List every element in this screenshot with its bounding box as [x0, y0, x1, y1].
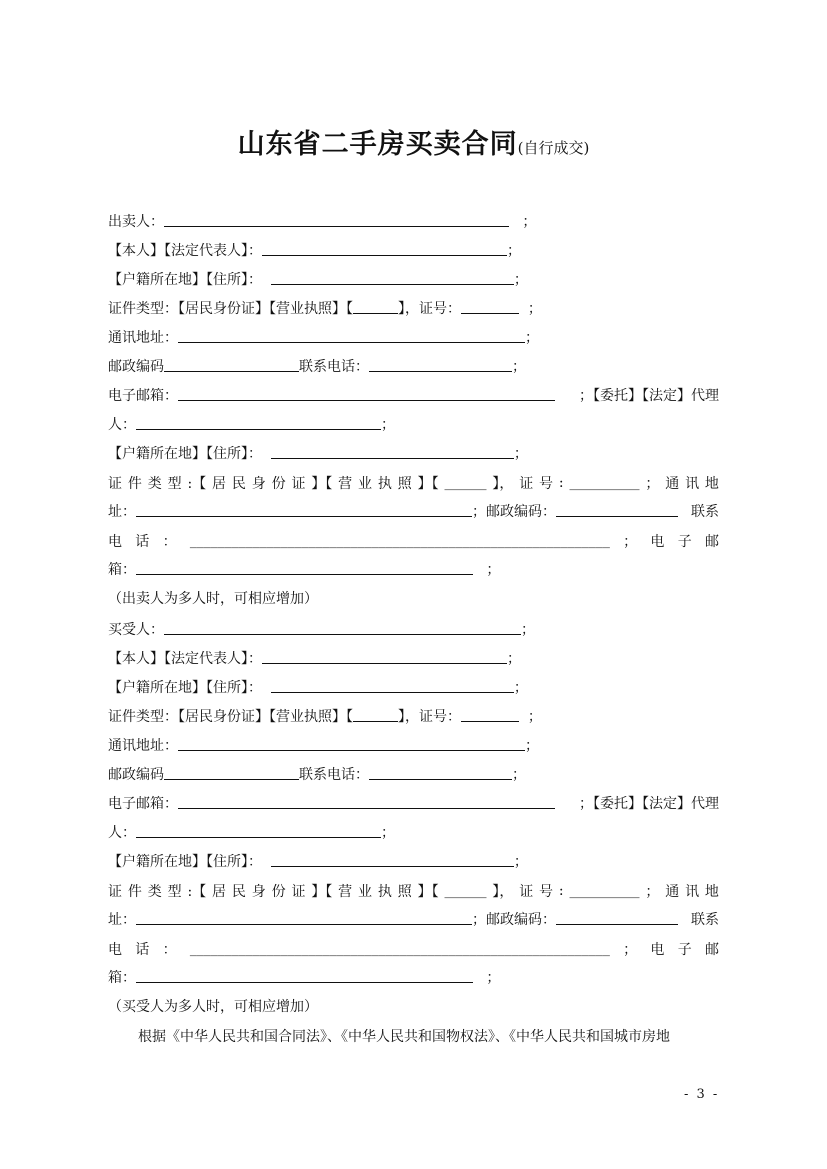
buyer-id-no-field[interactable] [461, 707, 519, 722]
seller-email-field[interactable] [178, 386, 555, 401]
seller-phone-field[interactable] [369, 357, 512, 372]
semicolon: ； [513, 446, 528, 462]
seller-address-field[interactable] [271, 270, 514, 285]
semicolon: ； [522, 214, 537, 230]
id-text: 型 [167, 476, 182, 492]
phone-text: 电 [650, 942, 665, 958]
seller-postcode-row [108, 356, 526, 378]
semicolon: ； [525, 330, 539, 346]
semicolon: ； [513, 854, 528, 870]
mail-addr-label: 通讯地址： [108, 330, 178, 346]
id-text: 通 [665, 884, 680, 900]
id-text: 照 [397, 884, 412, 900]
phone-text: 电 [108, 942, 122, 958]
semicolon: ； [381, 825, 395, 841]
email-label: 电子邮箱： [108, 388, 178, 404]
id-text: 类 [147, 884, 162, 900]
semicolon: ； [525, 738, 539, 754]
id-text: 身 [251, 476, 266, 492]
seller-multi-note: （出卖人为多人时，可相应增加） [108, 591, 318, 607]
seller-label: 出卖人： [108, 214, 164, 230]
buyer-address-field[interactable] [271, 678, 514, 693]
id-text: 】【 [417, 476, 439, 492]
phone-text: 电 [108, 534, 122, 550]
id-text: 】【 [311, 476, 333, 492]
agent-id-type-field[interactable]: ______ [444, 883, 487, 899]
semicolon: ； [527, 301, 542, 317]
buyer-email-field[interactable] [178, 794, 555, 809]
buyer-multi-note: （买受人为多人时，可相应增加） [108, 999, 318, 1015]
agent-id-type-field[interactable]: ______ [444, 475, 487, 491]
id-text: 居 [212, 884, 227, 900]
buyer-agent-postcode-field[interactable] [556, 910, 678, 925]
phone-text: ： [162, 942, 177, 958]
buyer-postcode-field[interactable] [164, 765, 299, 780]
buyer-phone-field[interactable] [369, 765, 512, 780]
id-text: 件 [127, 884, 142, 900]
phone-text: 子 [677, 534, 692, 550]
id-text: 号 [539, 884, 554, 900]
semicolon: ； [507, 243, 521, 259]
self-or-legal-label: 【本人】【法定代表人】： [108, 651, 262, 667]
id-text: 证 [291, 476, 306, 492]
agent-phone-field[interactable]: ____________________________________________________________ [189, 533, 610, 549]
phone-label: 联系电话： [299, 767, 369, 783]
buyer-agent-email-field[interactable] [136, 968, 473, 983]
id-text: 业 [358, 476, 373, 492]
id-text: 居 [212, 476, 227, 492]
buyer-agent-mail-row [108, 909, 719, 931]
semicolon: ； [507, 651, 521, 667]
title-main: 山东省二手房买卖合同 [237, 129, 518, 160]
id-no-label: 】，证号： [398, 709, 461, 725]
seller-id-row [108, 298, 542, 320]
seller-agent-mail-field[interactable] [136, 502, 472, 517]
buyer-id-type-field[interactable] [353, 707, 398, 722]
id-text: 证 [108, 476, 122, 492]
household-addr-label: 【户籍所在地】【住所】： [108, 854, 262, 870]
id-text: 营 [338, 884, 353, 900]
agent-id-no-field[interactable]: __________ [569, 883, 640, 899]
seller-postcode-field[interactable] [164, 357, 299, 372]
buyer-field[interactable] [164, 620, 521, 635]
semicolon: ； [527, 709, 542, 725]
id-text: 号 [539, 476, 554, 492]
id-text: 证 [291, 884, 306, 900]
phone-text: ； [623, 942, 638, 958]
buyer-address-row [108, 677, 528, 699]
agent-phone-field[interactable]: ____________________________________________________________ [189, 941, 610, 957]
buyer-email-row [108, 793, 719, 815]
agent-label: ；【委托】【法定】代理 [579, 388, 719, 404]
buyer-agent-phone-row [108, 938, 719, 960]
semicolon: ； [486, 562, 501, 578]
phone-text: 邮 [704, 534, 719, 550]
phone-text: 电 [650, 534, 665, 550]
id-text: 照 [397, 476, 412, 492]
seller-agent-postcode-field[interactable] [556, 502, 678, 517]
phone-text: ； [623, 534, 638, 550]
agent-person-label: 人： [108, 417, 136, 433]
mail-addr-label: 通讯地址： [108, 738, 178, 754]
id-text: 证 [519, 476, 534, 492]
semicolon: ； [513, 680, 528, 696]
id-text: 】【 [417, 884, 439, 900]
id-text: :【 [187, 884, 207, 900]
id-text: 】【 [311, 884, 333, 900]
id-text: 型 [167, 884, 182, 900]
seller-mail-field[interactable] [178, 328, 525, 343]
seller-agent-field[interactable] [136, 415, 381, 430]
agent-id-no-field[interactable]: __________ [569, 475, 640, 491]
semicolon: ； [512, 767, 526, 783]
phone-text: 话 [135, 534, 150, 550]
id-text: 类 [147, 476, 162, 492]
buyer-agent-address-row [108, 851, 528, 873]
seller-agent-mail-row [108, 501, 719, 523]
id-text: 身 [251, 884, 266, 900]
household-addr-label: 【户籍所在地】【住所】： [108, 272, 262, 288]
id-text: 】， [492, 884, 514, 900]
self-or-legal-label: 【本人】【法定代表人】： [108, 243, 262, 259]
id-text: 讯 [685, 476, 700, 492]
id-text: 份 [271, 476, 286, 492]
buyer-mail-row [108, 735, 539, 757]
id-text: 地 [704, 884, 719, 900]
id-text: 执 [377, 476, 392, 492]
semicolon: ； [513, 272, 528, 288]
contract-title [0, 122, 827, 161]
seller-row [108, 211, 536, 233]
semicolon: ； [521, 622, 535, 638]
buyer-agent-field[interactable] [136, 823, 381, 838]
seller-rep-field[interactable] [262, 241, 507, 256]
title-subtitle: (自行成交) [517, 139, 590, 157]
postcode-label: ；邮政编码： [472, 912, 556, 928]
id-text: : [558, 475, 564, 491]
buyer-rep-row [108, 648, 521, 670]
postcode-label: ；邮政编码： [472, 504, 556, 520]
household-addr-label: 【户籍所在地】【住所】： [108, 446, 262, 462]
semicolon: ； [486, 970, 501, 986]
seller-mail-row [108, 327, 539, 349]
mailbox-label: 箱： [108, 970, 136, 986]
id-text: ； [645, 476, 660, 492]
postcode-label: 邮政编码 [108, 767, 164, 783]
seller-agent-email-row [108, 559, 500, 581]
id-text: 地 [704, 476, 719, 492]
phone-label: 联系电话： [299, 359, 369, 375]
buyer-id-row [108, 706, 542, 728]
seller-agent-row [108, 414, 395, 436]
id-text: 业 [358, 884, 373, 900]
phone-text: 子 [677, 942, 692, 958]
id-text: 讯 [685, 884, 700, 900]
addr-label: 址： [108, 504, 136, 520]
contact-label: 联系 [691, 504, 719, 520]
semicolon: ； [512, 359, 526, 375]
buyer-agent-mail-field[interactable] [136, 910, 472, 925]
id-text: 通 [665, 476, 680, 492]
phone-text: 话 [135, 942, 150, 958]
id-text: 证 [519, 884, 534, 900]
buyer-mail-field[interactable] [178, 736, 525, 751]
id-text: ； [645, 884, 660, 900]
buyer-agent-id-row [108, 880, 719, 902]
seller-id-type-field[interactable] [353, 299, 398, 314]
seller-agent-address-row [108, 443, 528, 465]
buyer-agent-address-field[interactable] [271, 852, 514, 867]
seller-id-no-field[interactable] [461, 299, 519, 314]
id-type-label: 证件类型：【居民身份证】【营业执照】【 [108, 301, 353, 317]
id-text: 份 [271, 884, 286, 900]
page-number: - 3 - [684, 1087, 720, 1102]
id-text: : [558, 883, 564, 899]
id-text: 民 [231, 476, 246, 492]
id-text: 执 [377, 884, 392, 900]
legal-basis-text: 根据《中华人民共和国合同法》、《中华人民共和国物权法》、《中华人民共和国城市房地 [138, 1029, 670, 1045]
id-text: 民 [231, 884, 246, 900]
seller-agent-email-field[interactable] [136, 560, 473, 575]
phone-text: ： [162, 534, 177, 550]
seller-address-row [108, 269, 528, 291]
seller-email-row [108, 385, 719, 407]
seller-agent-phone-row [108, 530, 719, 552]
id-text: 营 [338, 476, 353, 492]
buyer-label: 买受人： [108, 622, 164, 638]
semicolon: ； [381, 417, 395, 433]
buyer-agent-row [108, 822, 395, 844]
buyer-rep-field[interactable] [262, 649, 507, 664]
buyer-row [108, 619, 535, 641]
agent-person-label: 人： [108, 825, 136, 841]
seller-agent-id-row [108, 472, 719, 494]
id-text: 证 [108, 884, 122, 900]
contact-label: 联系 [691, 912, 719, 928]
agent-label: ；【委托】【法定】代理 [579, 796, 719, 812]
id-text: :【 [187, 476, 207, 492]
id-text: 件 [127, 476, 142, 492]
seller-field[interactable] [164, 212, 509, 227]
email-label: 电子邮箱： [108, 796, 178, 812]
id-type-label: 证件类型：【居民身份证】【营业执照】【 [108, 709, 353, 725]
buyer-postcode-row [108, 764, 526, 786]
mailbox-label: 箱： [108, 562, 136, 578]
seller-agent-address-field[interactable] [271, 444, 514, 459]
phone-text: 邮 [704, 942, 719, 958]
addr-label: 址： [108, 912, 136, 928]
id-no-label: 】，证号： [398, 301, 461, 317]
buyer-agent-email-row [108, 967, 500, 989]
household-addr-label: 【户籍所在地】【住所】： [108, 680, 262, 696]
seller-rep-row [108, 240, 521, 262]
postcode-label: 邮政编码 [108, 359, 164, 375]
id-text: 】， [492, 476, 514, 492]
